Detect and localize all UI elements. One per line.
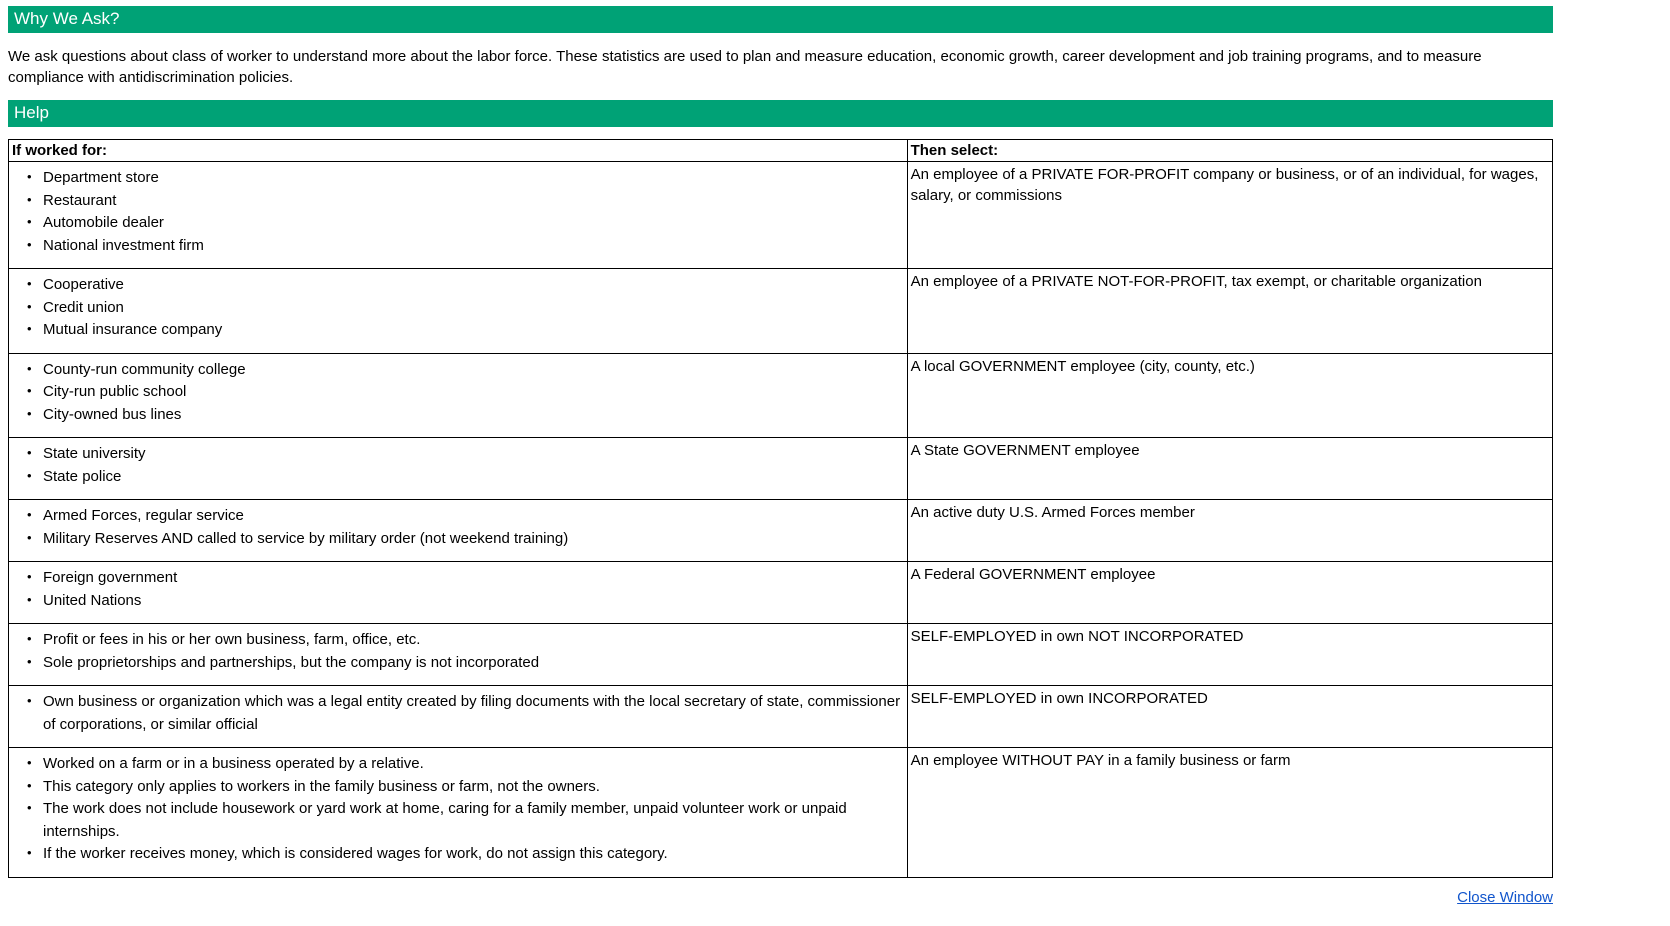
why-we-ask-title: Why We Ask?: [14, 9, 120, 28]
help-table: [8, 139, 1553, 878]
help-table-body: [9, 162, 1553, 878]
then-select-cell: An employee WITHOUT PAY in a family business or farm: [907, 748, 1552, 878]
bullet-item: • State police: [17, 466, 901, 489]
then-select-cell: A local GOVERNMENT employee (city, county, etc.): [907, 353, 1552, 438]
if-worked-for-cell: [9, 438, 908, 500]
bullet-item: • Foreign government: [17, 567, 901, 590]
bullet-item: • Department store: [17, 167, 901, 190]
if-worked-for-cell: [9, 353, 908, 438]
bullet-list: [17, 629, 901, 674]
bullet-item: • Credit union: [17, 297, 901, 320]
then-select-cell: SELF-EMPLOYED in own NOT INCORPORATED: [907, 624, 1552, 686]
if-worked-for-cell: [9, 624, 908, 686]
bullet-list: [17, 753, 901, 866]
close-window-link[interactable]: Close Window: [1457, 888, 1553, 906]
then-select-cell: A State GOVERNMENT employee: [907, 438, 1552, 500]
then-select-cell: An active duty U.S. Armed Forces member: [907, 500, 1552, 562]
bullet-item: • United Nations: [17, 590, 901, 613]
bullet-list: [17, 359, 901, 427]
help-table-header-row: [9, 140, 1553, 162]
bullet-item: • The work does not include housework or yard work at home, caring for a family member, unpaid volunteer work or unpaid internships.: [17, 798, 901, 843]
if-worked-for-cell: [9, 500, 908, 562]
if-worked-for-cell: [9, 748, 908, 878]
bullet-list: [17, 505, 901, 550]
bullet-item: • National investment firm: [17, 235, 901, 258]
bullet-item: • Cooperative: [17, 274, 901, 297]
help-table-row: [9, 624, 1553, 686]
bullet-item: • Armed Forces, regular service: [17, 505, 901, 528]
bullet-item: • Military Reserves AND called to service by military order (not weekend training): [17, 528, 901, 551]
bullet-item: • Mutual insurance company: [17, 319, 901, 342]
bullet-item: • Restaurant: [17, 190, 901, 213]
help-table-row: [9, 500, 1553, 562]
then-select-cell: An employee of a PRIVATE NOT-FOR-PROFIT, tax exempt, or charitable organization: [907, 269, 1552, 354]
column-header-then-select: Then select:: [907, 140, 1552, 162]
help-title: Help: [14, 103, 49, 122]
bullet-item: • City-owned bus lines: [17, 404, 901, 427]
help-window: [8, 6, 1553, 906]
if-worked-for-cell: [9, 686, 908, 748]
help-table-row: [9, 748, 1553, 878]
bullet-list: [17, 691, 901, 736]
why-we-ask-body: We ask questions about class of worker to understand more about the labor force. These statistics are used to plan and measure education, economic growth, career development and job training programs, and to measure compliance with antidiscrimination policies.: [8, 48, 1482, 86]
bullet-list: [17, 274, 901, 342]
footer: [8, 889, 1553, 906]
bullet-item: • If the worker receives money, which is considered wages for work, do not assign this category.: [17, 843, 901, 866]
bullet-list: [17, 167, 901, 257]
why-we-ask-header-bar: [8, 6, 1553, 33]
if-worked-for-cell: [9, 562, 908, 624]
help-header-bar: [8, 100, 1553, 127]
help-table-row: [9, 269, 1553, 354]
then-select-cell: An employee of a PRIVATE FOR-PROFIT company or business, or of an individual, for wages, salary, or commissions: [907, 162, 1552, 269]
bullet-item: • Automobile dealer: [17, 212, 901, 235]
bullet-item: • City-run public school: [17, 381, 901, 404]
bullet-item: • State university: [17, 443, 901, 466]
bullet-item: • Worked on a farm or in a business operated by a relative.: [17, 753, 901, 776]
bullet-item: • Own business or organization which was a legal entity created by filing documents with the local secretary of state, commissioner of corporations, or similar official: [17, 691, 901, 736]
bullet-item: • Profit or fees in his or her own business, farm, office, etc.: [17, 629, 901, 652]
if-worked-for-cell: [9, 269, 908, 354]
help-table-row: [9, 162, 1553, 269]
help-table-row: [9, 353, 1553, 438]
if-worked-for-cell: [9, 162, 908, 269]
bullet-item: • County-run community college: [17, 359, 901, 382]
then-select-cell: SELF-EMPLOYED in own INCORPORATED: [907, 686, 1552, 748]
bullet-item: • This category only applies to workers in the family business or farm, not the owners.: [17, 776, 901, 799]
then-select-cell: A Federal GOVERNMENT employee: [907, 562, 1552, 624]
bullet-list: [17, 443, 901, 488]
column-header-if-worked-for: If worked for:: [9, 140, 908, 162]
bullet-list: [17, 567, 901, 612]
bullet-item: • Sole proprietorships and partnerships, but the company is not incorporated: [17, 652, 901, 675]
help-table-row: [9, 562, 1553, 624]
help-table-row: [9, 686, 1553, 748]
help-table-row: [9, 438, 1553, 500]
